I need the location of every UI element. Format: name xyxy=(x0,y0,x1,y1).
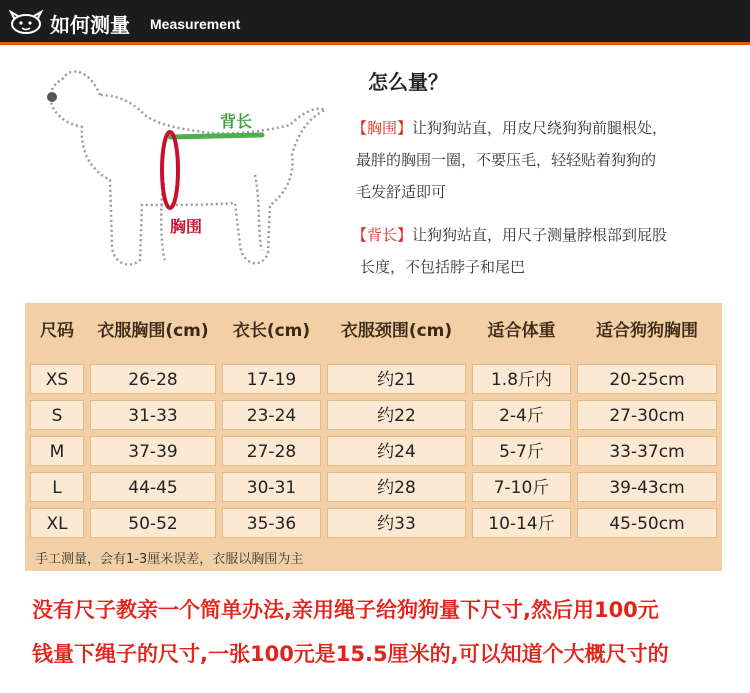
chest-girth-label: 胸围 xyxy=(170,217,203,236)
header-bar xyxy=(0,0,750,45)
table-cell: 17-19 xyxy=(222,364,321,394)
table-cell: 26-28 xyxy=(90,364,216,394)
back-line-2: 长度，不包括脖子和尾巴 xyxy=(360,258,526,276)
table-header-cell: 尺码 xyxy=(40,321,74,341)
size-label-cell: L xyxy=(30,472,84,502)
header-subtitle: Measurement xyxy=(150,16,241,32)
table-cell: 约21 xyxy=(327,364,466,394)
table-cell: 37-39 xyxy=(90,436,216,466)
back-length-line xyxy=(170,135,262,137)
table-cell: 约28 xyxy=(327,472,466,502)
table-cell: 45-50cm xyxy=(577,508,717,538)
table-cell: 5-7斤 xyxy=(472,436,571,466)
table-header-cell: 衣长(cm) xyxy=(232,321,311,341)
table-cell: 10-14斤 xyxy=(472,508,571,538)
table-cell: 30-31 xyxy=(222,472,321,502)
dog-nose xyxy=(47,92,57,102)
chest-line-2: 最胖的胸围一圈，不要压毛，轻轻贴着狗狗的 xyxy=(356,151,657,169)
table-cell: 27-28 xyxy=(222,436,321,466)
header-title: 如何测量 xyxy=(50,13,130,37)
table-header-cell: 适合狗狗胸围 xyxy=(596,321,698,341)
back-instructions xyxy=(352,219,742,283)
header-stripe xyxy=(0,42,750,45)
table-cell: 31-33 xyxy=(90,400,216,430)
table-cell: 20-25cm xyxy=(577,364,717,394)
size-label-cell: M xyxy=(30,436,84,466)
table-note: 手工测量，会有1-3厘米误差，衣服以胸围为主 xyxy=(35,552,304,567)
table-header-cell: 衣服胸围(cm) xyxy=(97,321,209,341)
back-length-label: 背长 xyxy=(220,112,253,131)
table-cell: 50-52 xyxy=(90,508,216,538)
chest-tag: 【胸围】 xyxy=(352,119,413,137)
table-cell: 约33 xyxy=(327,508,466,538)
table-header-cell: 衣服颈围(cm) xyxy=(340,321,453,341)
table-header-cell: 适合体重 xyxy=(487,321,556,341)
table-cell: 44-45 xyxy=(90,472,216,502)
chest-line-1: 让狗狗站直，用皮尺绕狗狗前腿根处， xyxy=(412,119,668,137)
table-cell: 23-24 xyxy=(222,400,321,430)
size-label-cell: XS xyxy=(30,364,84,394)
footer-line-2: 钱量下绳子的尺寸,一张100元是15.5厘米的,可以知道个大概尺寸的 xyxy=(32,642,669,666)
back-tag: 【背长】 xyxy=(352,226,413,244)
instructions-title: 怎么量？ xyxy=(368,70,448,94)
table-cell: 35-36 xyxy=(222,508,321,538)
table-cell: 33-37cm xyxy=(577,436,717,466)
dog-measurement-diagram xyxy=(30,55,330,285)
chest-girth-ring xyxy=(162,132,178,208)
chest-line-3: 毛发舒适即可 xyxy=(356,183,447,201)
back-line-1: 让狗狗站直，用尺子测量脖根部到屁股 xyxy=(412,226,668,244)
size-label-cell: S xyxy=(30,400,84,430)
table-cell: 约22 xyxy=(327,400,466,430)
table-cell: 7-10斤 xyxy=(472,472,571,502)
size-label-cell: XL xyxy=(30,508,84,538)
footer-line-1: 没有尺子教亲一个简单办法,亲用绳子给狗狗量下尺寸,然后用100元 xyxy=(32,598,659,622)
table-cell: 27-30cm xyxy=(577,400,717,430)
dog-logo-icon xyxy=(8,10,44,36)
chest-instructions xyxy=(352,112,742,208)
table-cell: 约24 xyxy=(327,436,466,466)
table-cell: 1.8斤内 xyxy=(472,364,571,394)
table-cell: 39-43cm xyxy=(577,472,717,502)
table-cell: 2-4斤 xyxy=(472,400,571,430)
